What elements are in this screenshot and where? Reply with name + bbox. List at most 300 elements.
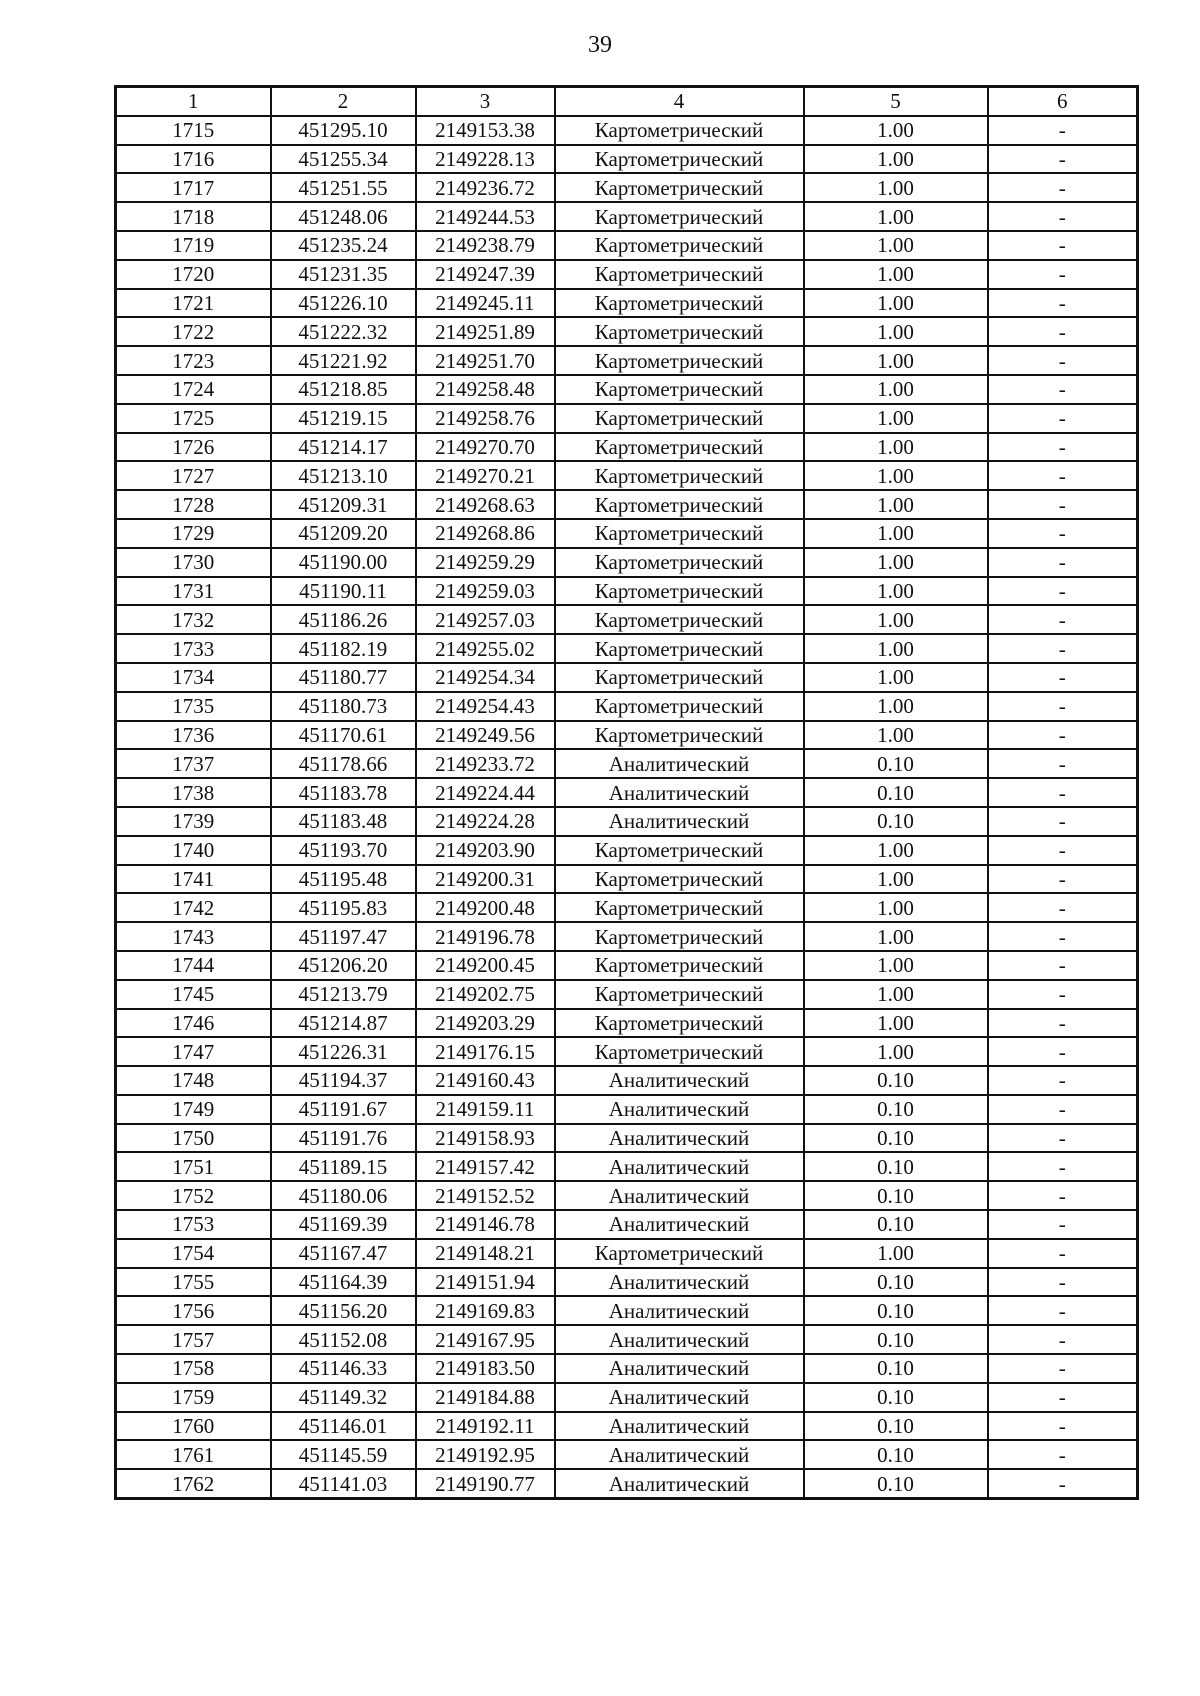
y-coordinate-cell: 2149259.29 <box>416 548 555 577</box>
y-coordinate-cell: 2149152.52 <box>416 1181 555 1210</box>
note-cell: - <box>988 1268 1138 1297</box>
point-number-cell: 1746 <box>116 1009 271 1038</box>
y-coordinate-cell: 2149203.90 <box>416 836 555 865</box>
y-coordinate-cell: 2149169.83 <box>416 1296 555 1325</box>
y-coordinate-cell: 2149224.28 <box>416 807 555 836</box>
y-coordinate-cell: 2149236.72 <box>416 173 555 202</box>
note-cell: - <box>988 116 1138 145</box>
note-cell: - <box>988 663 1138 692</box>
method-cell: Картометрический <box>555 461 804 490</box>
y-coordinate-cell: 2149190.77 <box>416 1469 555 1498</box>
accuracy-cell: 1.00 <box>804 605 988 634</box>
method-cell: Картометрический <box>555 663 804 692</box>
x-coordinate-cell: 451191.76 <box>271 1124 416 1153</box>
note-cell: - <box>988 1354 1138 1383</box>
point-number-cell: 1742 <box>116 893 271 922</box>
point-number-cell: 1733 <box>116 634 271 663</box>
method-cell: Картометрический <box>555 116 804 145</box>
note-cell: - <box>988 980 1138 1009</box>
point-number-cell: 1723 <box>116 346 271 375</box>
note-cell: - <box>988 375 1138 404</box>
accuracy-cell: 1.00 <box>804 980 988 1009</box>
accuracy-cell: 1.00 <box>804 1037 988 1066</box>
table-row <box>116 778 1138 807</box>
x-coordinate-cell: 451178.66 <box>271 749 416 778</box>
y-coordinate-cell: 2149160.43 <box>416 1066 555 1095</box>
table-row <box>116 893 1138 922</box>
accuracy-cell: 0.10 <box>804 749 988 778</box>
method-cell: Картометрический <box>555 634 804 663</box>
header-cell-col-1: 1 <box>116 87 271 116</box>
table-row <box>116 375 1138 404</box>
y-coordinate-cell: 2149233.72 <box>416 749 555 778</box>
x-coordinate-cell: 451222.32 <box>271 317 416 346</box>
table-row <box>116 289 1138 318</box>
point-number-cell: 1729 <box>116 519 271 548</box>
point-number-cell: 1749 <box>116 1095 271 1124</box>
note-cell: - <box>988 749 1138 778</box>
accuracy-cell: 0.10 <box>804 807 988 836</box>
note-cell: - <box>988 807 1138 836</box>
point-number-cell: 1721 <box>116 289 271 318</box>
table-row <box>116 1354 1138 1383</box>
x-coordinate-cell: 451183.48 <box>271 807 416 836</box>
accuracy-cell: 0.10 <box>804 1296 988 1325</box>
note-cell: - <box>988 461 1138 490</box>
point-number-cell: 1747 <box>116 1037 271 1066</box>
y-coordinate-cell: 2149200.45 <box>416 951 555 980</box>
y-coordinate-cell: 2149249.56 <box>416 721 555 750</box>
x-coordinate-cell: 451195.83 <box>271 893 416 922</box>
note-cell: - <box>988 1239 1138 1268</box>
method-cell: Картометрический <box>555 922 804 951</box>
point-number-cell: 1726 <box>116 433 271 462</box>
method-cell: Картометрический <box>555 289 804 318</box>
x-coordinate-cell: 451206.20 <box>271 951 416 980</box>
table-row <box>116 1325 1138 1354</box>
header-cell-col-3: 3 <box>416 87 555 116</box>
table-row <box>116 865 1138 894</box>
method-cell: Картометрический <box>555 173 804 202</box>
point-number-cell: 1724 <box>116 375 271 404</box>
x-coordinate-cell: 451226.10 <box>271 289 416 318</box>
method-cell: Картометрический <box>555 721 804 750</box>
table-row <box>116 634 1138 663</box>
header-row <box>116 87 1138 116</box>
page-number: 39 <box>588 32 612 58</box>
point-number-cell: 1740 <box>116 836 271 865</box>
note-cell: - <box>988 1383 1138 1412</box>
x-coordinate-cell: 451167.47 <box>271 1239 416 1268</box>
point-number-cell: 1730 <box>116 548 271 577</box>
method-cell: Картометрический <box>555 231 804 260</box>
x-coordinate-cell: 451214.87 <box>271 1009 416 1038</box>
accuracy-cell: 0.10 <box>804 1124 988 1153</box>
accuracy-cell: 1.00 <box>804 202 988 231</box>
table-row <box>116 1009 1138 1038</box>
point-number-cell: 1736 <box>116 721 271 750</box>
note-cell: - <box>988 893 1138 922</box>
method-cell: Картометрический <box>555 548 804 577</box>
y-coordinate-cell: 2149158.93 <box>416 1124 555 1153</box>
accuracy-cell: 1.00 <box>804 721 988 750</box>
method-cell: Аналитический <box>555 1383 804 1412</box>
accuracy-cell: 0.10 <box>804 1210 988 1239</box>
point-number-cell: 1748 <box>116 1066 271 1095</box>
point-number-cell: 1719 <box>116 231 271 260</box>
method-cell: Картометрический <box>555 404 804 433</box>
method-cell: Картометрический <box>555 433 804 462</box>
table-row <box>116 1152 1138 1181</box>
method-cell: Картометрический <box>555 980 804 1009</box>
x-coordinate-cell: 451189.15 <box>271 1152 416 1181</box>
accuracy-cell: 0.10 <box>804 1066 988 1095</box>
table-row <box>116 980 1138 1009</box>
note-cell: - <box>988 548 1138 577</box>
method-cell: Картометрический <box>555 490 804 519</box>
accuracy-cell: 1.00 <box>804 116 988 145</box>
x-coordinate-cell: 451149.32 <box>271 1383 416 1412</box>
accuracy-cell: 0.10 <box>804 1268 988 1297</box>
y-coordinate-cell: 2149251.70 <box>416 346 555 375</box>
table-row <box>116 922 1138 951</box>
point-number-cell: 1743 <box>116 922 271 951</box>
accuracy-cell: 0.10 <box>804 1383 988 1412</box>
y-coordinate-cell: 2149192.95 <box>416 1440 555 1469</box>
table-row <box>116 145 1138 174</box>
point-number-cell: 1715 <box>116 116 271 145</box>
accuracy-cell: 1.00 <box>804 865 988 894</box>
method-cell: Картометрический <box>555 951 804 980</box>
x-coordinate-cell: 451141.03 <box>271 1469 416 1498</box>
table-row <box>116 519 1138 548</box>
header-cell-col-4: 4 <box>555 87 804 116</box>
note-cell: - <box>988 692 1138 721</box>
y-coordinate-cell: 2149200.31 <box>416 865 555 894</box>
y-coordinate-cell: 2149183.50 <box>416 1354 555 1383</box>
table-row <box>116 1296 1138 1325</box>
x-coordinate-cell: 451218.85 <box>271 375 416 404</box>
accuracy-cell: 1.00 <box>804 173 988 202</box>
note-cell: - <box>988 1009 1138 1038</box>
accuracy-cell: 1.00 <box>804 634 988 663</box>
method-cell: Картометрический <box>555 865 804 894</box>
point-number-cell: 1761 <box>116 1440 271 1469</box>
point-number-cell: 1760 <box>116 1412 271 1441</box>
x-coordinate-cell: 451213.79 <box>271 980 416 1009</box>
y-coordinate-cell: 2149259.03 <box>416 577 555 606</box>
method-cell: Аналитический <box>555 778 804 807</box>
x-coordinate-cell: 451219.15 <box>271 404 416 433</box>
method-cell: Аналитический <box>555 1095 804 1124</box>
method-cell: Аналитический <box>555 1296 804 1325</box>
table-row <box>116 260 1138 289</box>
note-cell: - <box>988 778 1138 807</box>
accuracy-cell: 1.00 <box>804 317 988 346</box>
note-cell: - <box>988 605 1138 634</box>
method-cell: Картометрический <box>555 202 804 231</box>
note-cell: - <box>988 317 1138 346</box>
y-coordinate-cell: 2149245.11 <box>416 289 555 318</box>
point-number-cell: 1738 <box>116 778 271 807</box>
accuracy-cell: 1.00 <box>804 1239 988 1268</box>
point-number-cell: 1762 <box>116 1469 271 1498</box>
method-cell: Аналитический <box>555 1210 804 1239</box>
accuracy-cell: 1.00 <box>804 951 988 980</box>
x-coordinate-cell: 451191.67 <box>271 1095 416 1124</box>
point-number-cell: 1728 <box>116 490 271 519</box>
note-cell: - <box>988 231 1138 260</box>
method-cell: Картометрический <box>555 605 804 634</box>
note-cell: - <box>988 1152 1138 1181</box>
table-row <box>116 1066 1138 1095</box>
point-number-cell: 1755 <box>116 1268 271 1297</box>
method-cell: Аналитический <box>555 1354 804 1383</box>
table-header <box>116 87 1138 116</box>
method-cell: Аналитический <box>555 749 804 778</box>
x-coordinate-cell: 451193.70 <box>271 836 416 865</box>
table-row <box>116 807 1138 836</box>
accuracy-cell: 0.10 <box>804 1181 988 1210</box>
y-coordinate-cell: 2149238.79 <box>416 231 555 260</box>
accuracy-cell: 1.00 <box>804 577 988 606</box>
y-coordinate-cell: 2149203.29 <box>416 1009 555 1038</box>
accuracy-cell: 1.00 <box>804 404 988 433</box>
table-row <box>116 663 1138 692</box>
table-row <box>116 404 1138 433</box>
accuracy-cell: 1.00 <box>804 922 988 951</box>
accuracy-cell: 0.10 <box>804 1095 988 1124</box>
point-number-cell: 1751 <box>116 1152 271 1181</box>
x-coordinate-cell: 451146.01 <box>271 1412 416 1441</box>
y-coordinate-cell: 2149268.86 <box>416 519 555 548</box>
note-cell: - <box>988 490 1138 519</box>
x-coordinate-cell: 451170.61 <box>271 721 416 750</box>
accuracy-cell: 1.00 <box>804 490 988 519</box>
method-cell: Картометрический <box>555 346 804 375</box>
method-cell: Картометрический <box>555 893 804 922</box>
table-row <box>116 951 1138 980</box>
note-cell: - <box>988 202 1138 231</box>
header-cell-col-2: 2 <box>271 87 416 116</box>
table-row <box>116 749 1138 778</box>
y-coordinate-cell: 2149146.78 <box>416 1210 555 1239</box>
accuracy-cell: 1.00 <box>804 1009 988 1038</box>
table-row <box>116 1383 1138 1412</box>
y-coordinate-cell: 2149258.48 <box>416 375 555 404</box>
table-row <box>116 346 1138 375</box>
table-row <box>116 461 1138 490</box>
note-cell: - <box>988 721 1138 750</box>
x-coordinate-cell: 451251.55 <box>271 173 416 202</box>
point-number-cell: 1756 <box>116 1296 271 1325</box>
accuracy-cell: 1.00 <box>804 231 988 260</box>
y-coordinate-cell: 2149228.13 <box>416 145 555 174</box>
note-cell: - <box>988 1095 1138 1124</box>
method-cell: Аналитический <box>555 1124 804 1153</box>
table-row <box>116 1181 1138 1210</box>
x-coordinate-cell: 451180.06 <box>271 1181 416 1210</box>
table-row <box>116 1268 1138 1297</box>
y-coordinate-cell: 2149202.75 <box>416 980 555 1009</box>
point-number-cell: 1757 <box>116 1325 271 1354</box>
table-row <box>116 1210 1138 1239</box>
method-cell: Картометрический <box>555 1239 804 1268</box>
table-row <box>116 116 1138 145</box>
method-cell: Аналитический <box>555 807 804 836</box>
point-number-cell: 1722 <box>116 317 271 346</box>
accuracy-cell: 1.00 <box>804 145 988 174</box>
y-coordinate-cell: 2149257.03 <box>416 605 555 634</box>
note-cell: - <box>988 1066 1138 1095</box>
note-cell: - <box>988 577 1138 606</box>
coordinates-table <box>114 85 1139 1500</box>
y-coordinate-cell: 2149251.89 <box>416 317 555 346</box>
x-coordinate-cell: 451169.39 <box>271 1210 416 1239</box>
note-cell: - <box>988 173 1138 202</box>
x-coordinate-cell: 451255.34 <box>271 145 416 174</box>
x-coordinate-cell: 451235.24 <box>271 231 416 260</box>
point-number-cell: 1731 <box>116 577 271 606</box>
x-coordinate-cell: 451231.35 <box>271 260 416 289</box>
point-number-cell: 1754 <box>116 1239 271 1268</box>
x-coordinate-cell: 451295.10 <box>271 116 416 145</box>
point-number-cell: 1718 <box>116 202 271 231</box>
table-row <box>116 173 1138 202</box>
y-coordinate-cell: 2149196.78 <box>416 922 555 951</box>
note-cell: - <box>988 1296 1138 1325</box>
accuracy-cell: 1.00 <box>804 346 988 375</box>
y-coordinate-cell: 2149254.43 <box>416 692 555 721</box>
method-cell: Картометрический <box>555 145 804 174</box>
table-row <box>116 317 1138 346</box>
y-coordinate-cell: 2149247.39 <box>416 260 555 289</box>
method-cell: Аналитический <box>555 1268 804 1297</box>
y-coordinate-cell: 2149148.21 <box>416 1239 555 1268</box>
method-cell: Аналитический <box>555 1066 804 1095</box>
table-row <box>116 1037 1138 1066</box>
note-cell: - <box>988 289 1138 318</box>
method-cell: Аналитический <box>555 1440 804 1469</box>
table-row <box>116 721 1138 750</box>
method-cell: Картометрический <box>555 577 804 606</box>
note-cell: - <box>988 1325 1138 1354</box>
accuracy-cell: 0.10 <box>804 1440 988 1469</box>
method-cell: Картометрический <box>555 836 804 865</box>
header-cell-col-6: 6 <box>988 87 1138 116</box>
note-cell: - <box>988 433 1138 462</box>
y-coordinate-cell: 2149167.95 <box>416 1325 555 1354</box>
y-coordinate-cell: 2149153.38 <box>416 116 555 145</box>
x-coordinate-cell: 451214.17 <box>271 433 416 462</box>
point-number-cell: 1739 <box>116 807 271 836</box>
x-coordinate-cell: 451226.31 <box>271 1037 416 1066</box>
table-row <box>116 433 1138 462</box>
x-coordinate-cell: 451209.31 <box>271 490 416 519</box>
accuracy-cell: 1.00 <box>804 548 988 577</box>
y-coordinate-cell: 2149244.53 <box>416 202 555 231</box>
accuracy-cell: 1.00 <box>804 260 988 289</box>
accuracy-cell: 0.10 <box>804 778 988 807</box>
table-row <box>116 1124 1138 1153</box>
point-number-cell: 1750 <box>116 1124 271 1153</box>
x-coordinate-cell: 451180.77 <box>271 663 416 692</box>
y-coordinate-cell: 2149176.15 <box>416 1037 555 1066</box>
x-coordinate-cell: 451209.20 <box>271 519 416 548</box>
y-coordinate-cell: 2149151.94 <box>416 1268 555 1297</box>
point-number-cell: 1717 <box>116 173 271 202</box>
point-number-cell: 1734 <box>116 663 271 692</box>
table-row <box>116 1440 1138 1469</box>
method-cell: Картометрический <box>555 1009 804 1038</box>
note-cell: - <box>988 836 1138 865</box>
y-coordinate-cell: 2149184.88 <box>416 1383 555 1412</box>
accuracy-cell: 1.00 <box>804 836 988 865</box>
table-row <box>116 548 1138 577</box>
y-coordinate-cell: 2149270.70 <box>416 433 555 462</box>
x-coordinate-cell: 451156.20 <box>271 1296 416 1325</box>
table-row <box>116 1239 1138 1268</box>
x-coordinate-cell: 451190.11 <box>271 577 416 606</box>
accuracy-cell: 1.00 <box>804 893 988 922</box>
table-row <box>116 836 1138 865</box>
y-coordinate-cell: 2149192.11 <box>416 1412 555 1441</box>
point-number-cell: 1716 <box>116 145 271 174</box>
point-number-cell: 1759 <box>116 1383 271 1412</box>
accuracy-cell: 1.00 <box>804 519 988 548</box>
table-body <box>116 116 1138 1499</box>
x-coordinate-cell: 451145.59 <box>271 1440 416 1469</box>
table-row <box>116 231 1138 260</box>
y-coordinate-cell: 2149200.48 <box>416 893 555 922</box>
note-cell: - <box>988 951 1138 980</box>
accuracy-cell: 1.00 <box>804 461 988 490</box>
table-row <box>116 605 1138 634</box>
x-coordinate-cell: 451182.19 <box>271 634 416 663</box>
note-cell: - <box>988 1440 1138 1469</box>
accuracy-cell: 0.10 <box>804 1469 988 1498</box>
point-number-cell: 1732 <box>116 605 271 634</box>
accuracy-cell: 0.10 <box>804 1325 988 1354</box>
x-coordinate-cell: 451248.06 <box>271 202 416 231</box>
x-coordinate-cell: 451183.78 <box>271 778 416 807</box>
note-cell: - <box>988 1210 1138 1239</box>
table-row <box>116 1469 1138 1498</box>
y-coordinate-cell: 2149157.42 <box>416 1152 555 1181</box>
note-cell: - <box>988 1037 1138 1066</box>
table-row <box>116 577 1138 606</box>
x-coordinate-cell: 451195.48 <box>271 865 416 894</box>
note-cell: - <box>988 865 1138 894</box>
x-coordinate-cell: 451180.73 <box>271 692 416 721</box>
note-cell: - <box>988 519 1138 548</box>
method-cell: Аналитический <box>555 1469 804 1498</box>
x-coordinate-cell: 451146.33 <box>271 1354 416 1383</box>
accuracy-cell: 0.10 <box>804 1152 988 1181</box>
method-cell: Картометрический <box>555 692 804 721</box>
point-number-cell: 1725 <box>116 404 271 433</box>
x-coordinate-cell: 451164.39 <box>271 1268 416 1297</box>
table-row <box>116 1095 1138 1124</box>
accuracy-cell: 1.00 <box>804 663 988 692</box>
x-coordinate-cell: 451186.26 <box>271 605 416 634</box>
method-cell: Аналитический <box>555 1152 804 1181</box>
accuracy-cell: 1.00 <box>804 375 988 404</box>
point-number-cell: 1744 <box>116 951 271 980</box>
x-coordinate-cell: 451213.10 <box>271 461 416 490</box>
note-cell: - <box>988 1124 1138 1153</box>
point-number-cell: 1741 <box>116 865 271 894</box>
